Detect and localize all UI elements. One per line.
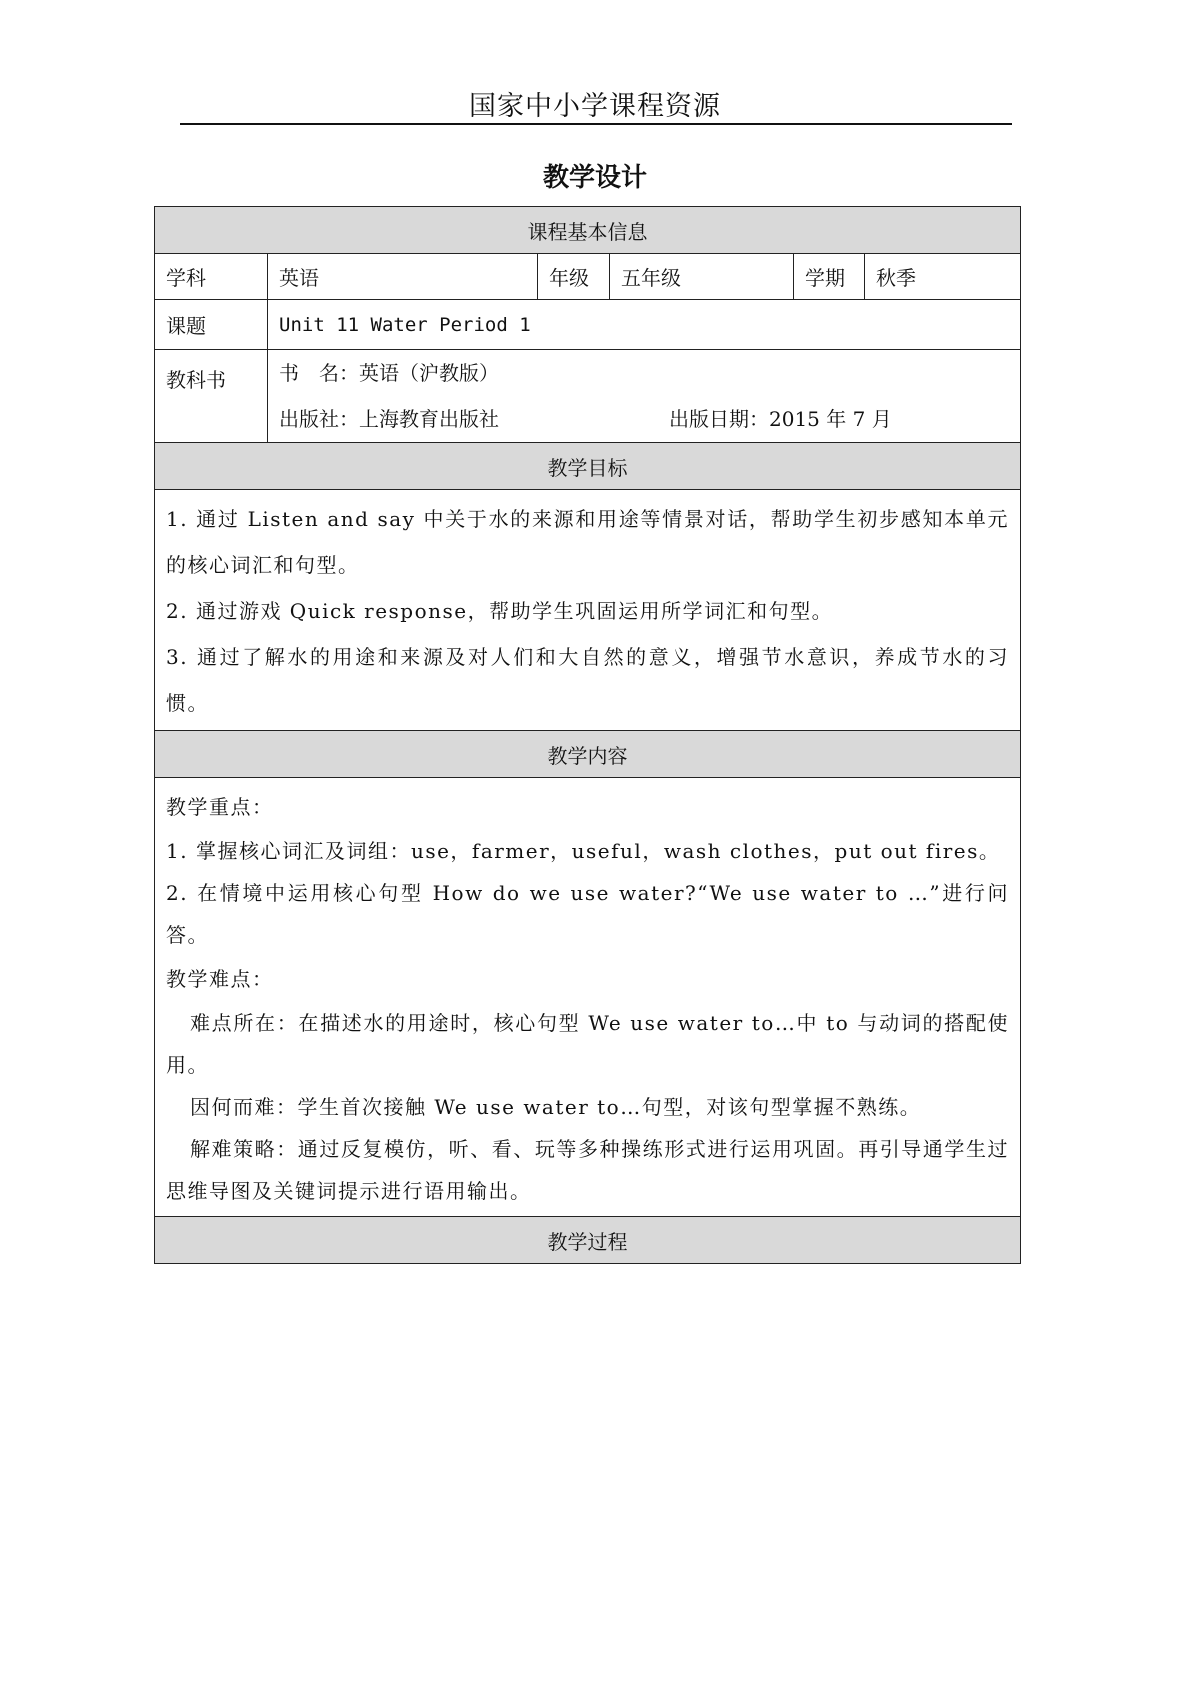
publisher-line [279,396,1009,442]
objectives-body [155,490,1021,731]
difficulty-item: 难点所在：在描述水的用途时，核心句型 We use water to…中 to 与动词的搭配使用。 [166,1011,1010,1077]
topic-value: Unit 11 Water Period 1 [268,300,1021,350]
lesson-plan-table [154,206,1021,1264]
key-points-heading: 教学重点： [166,795,274,819]
header-title: 国家中小学课程资源 [469,91,721,122]
subject-label: 学科 [155,254,268,300]
publish-date: 出版日期：2015 年 7 月 [669,407,892,431]
textbook-label: 教科书 [155,350,268,443]
difficulty-heading: 教学难点： [166,967,274,991]
objective-item: 3. 通过了解水的用途和来源及对人们和大自然的意义，增强节水意识，养成节水的习惯。 [166,645,1010,715]
textbook-name: 书 名：英语（沪教版） [279,361,499,385]
section-basic-info: 课程基本信息 [155,207,1021,254]
grade-label: 年级 [538,254,610,300]
term-label: 学期 [794,254,865,300]
section-content: 教学内容 [155,731,1021,778]
content-body [155,778,1021,1217]
section-process: 教学过程 [155,1217,1021,1264]
difficulty-item: 因何而难：学生首次接触 We use water to…句型，对该句型掌握不熟练。 [190,1095,922,1119]
objective-item: 2. 通过游戏 Quick response，帮助学生巩固运用所学词汇和句型。 [166,599,834,623]
grade-value: 五年级 [610,254,794,300]
objective-item: 1. 通过 Listen and say 中关于水的来源和用途等情景对话，帮助学生初步感知本单元的核心词汇和句型。 [166,507,1010,577]
difficulty-item: 解难策略：通过反复模仿，听、看、玩等多种操练形式进行运用巩固。再引导通学生过思维导图及关键词提示进行语用输出。 [166,1137,1010,1203]
textbook-info [268,350,1021,443]
key-point-item: 2. 在情境中运用核心句型 How do we use water?“We use water to …”进行问答。 [166,881,1010,947]
document-title: 教学设计 [542,163,647,193]
key-point-item: 1. 掌握核心词汇及词组：use，farmer，useful，wash clothes，put out fires。 [166,839,1001,863]
publisher: 出版社：上海教育出版社 [279,407,499,431]
term-value: 秋季 [865,254,1021,300]
section-objectives: 教学目标 [155,443,1021,490]
header-rule [180,123,1012,125]
topic-label: 课题 [155,300,268,350]
subject-value: 英语 [268,254,538,300]
